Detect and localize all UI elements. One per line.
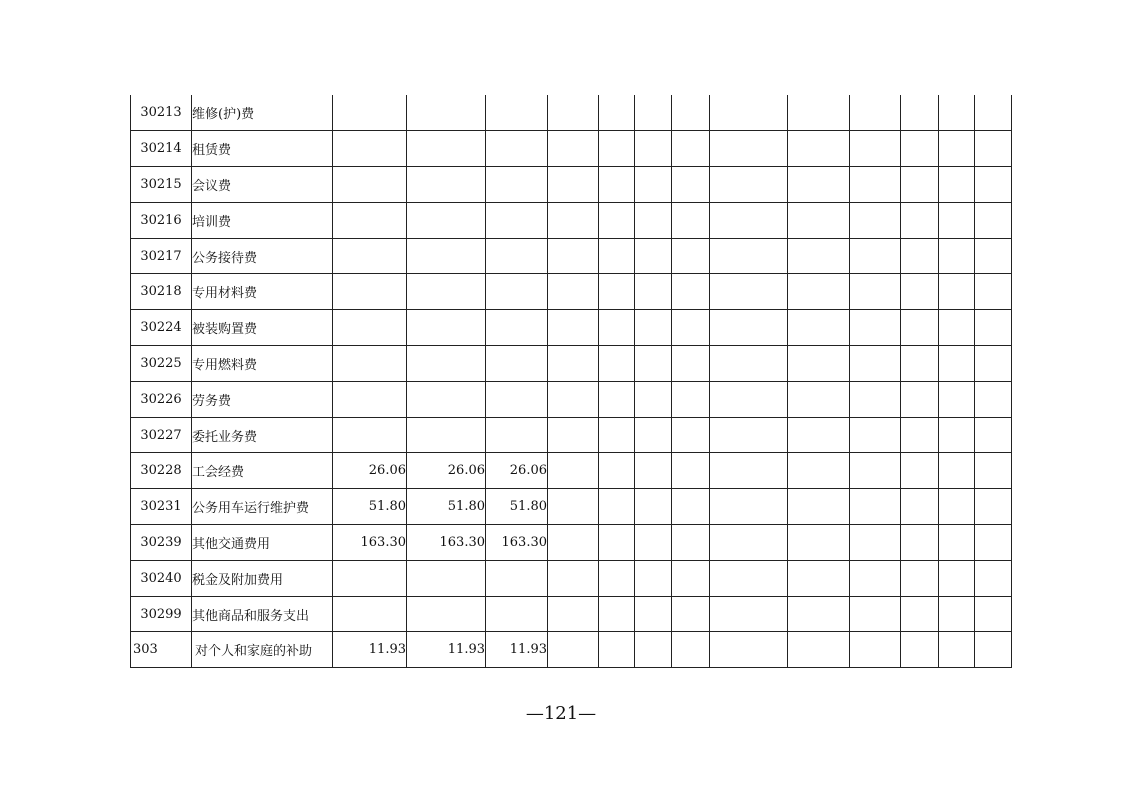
empty-cell xyxy=(635,95,672,131)
empty-cell xyxy=(548,346,599,382)
empty-cell xyxy=(850,310,901,346)
empty-cell xyxy=(599,310,635,346)
empty-cell xyxy=(939,453,975,489)
table-row xyxy=(131,131,1012,167)
empty-cell xyxy=(548,274,599,310)
empty-cell xyxy=(850,202,901,238)
empty-cell xyxy=(975,131,1012,167)
budget-table xyxy=(130,95,1012,668)
row-value-v1 xyxy=(333,381,407,417)
empty-cell xyxy=(901,238,939,274)
empty-cell xyxy=(788,310,850,346)
row-value-v2 xyxy=(407,202,486,238)
empty-cell xyxy=(548,202,599,238)
row-code: 30226 xyxy=(131,381,192,417)
empty-cell xyxy=(850,596,901,632)
empty-cell xyxy=(939,381,975,417)
empty-cell xyxy=(548,560,599,596)
row-name: 被装购置费 xyxy=(192,310,333,346)
empty-cell xyxy=(850,274,901,310)
row-name: 专用燃料费 xyxy=(192,346,333,382)
empty-cell xyxy=(975,274,1012,310)
row-value-v1 xyxy=(333,95,407,131)
empty-cell xyxy=(672,596,710,632)
empty-cell xyxy=(710,274,788,310)
empty-cell xyxy=(850,525,901,561)
empty-cell xyxy=(975,417,1012,453)
empty-cell xyxy=(599,632,635,668)
empty-cell xyxy=(548,489,599,525)
row-name: 会议费 xyxy=(192,167,333,203)
row-code: 30231 xyxy=(131,489,192,525)
row-value-v2 xyxy=(407,346,486,382)
empty-cell xyxy=(850,346,901,382)
empty-cell xyxy=(901,632,939,668)
row-value-v2 xyxy=(407,95,486,131)
row-code: 30228 xyxy=(131,453,192,489)
empty-cell xyxy=(975,310,1012,346)
empty-cell xyxy=(548,525,599,561)
empty-cell xyxy=(710,381,788,417)
empty-cell xyxy=(901,274,939,310)
empty-cell xyxy=(939,489,975,525)
row-value-v2 xyxy=(407,238,486,274)
row-code: 30217 xyxy=(131,238,192,274)
empty-cell xyxy=(710,238,788,274)
table-row xyxy=(131,95,1012,131)
empty-cell xyxy=(939,417,975,453)
empty-cell xyxy=(672,167,710,203)
row-value-v1 xyxy=(333,238,407,274)
row-value-v2 xyxy=(407,596,486,632)
empty-cell xyxy=(635,381,672,417)
row-name: 公务用车运行维护费 xyxy=(192,489,333,525)
empty-cell xyxy=(599,95,635,131)
empty-cell xyxy=(850,131,901,167)
empty-cell xyxy=(672,632,710,668)
empty-cell xyxy=(672,560,710,596)
empty-cell xyxy=(672,95,710,131)
row-name: 维修(护)费 xyxy=(192,95,333,131)
row-code: 30214 xyxy=(131,131,192,167)
empty-cell xyxy=(939,167,975,203)
empty-cell xyxy=(599,525,635,561)
row-value-v2: 11.93 xyxy=(407,632,486,668)
empty-cell xyxy=(548,167,599,203)
table-row xyxy=(131,525,1012,561)
empty-cell xyxy=(975,346,1012,382)
row-value-v1: 11.93 xyxy=(333,632,407,668)
empty-cell xyxy=(548,596,599,632)
row-value-v2 xyxy=(407,310,486,346)
table-body xyxy=(131,95,1012,668)
empty-cell xyxy=(901,310,939,346)
row-code: 30240 xyxy=(131,560,192,596)
row-value-v3: 26.06 xyxy=(486,453,548,489)
empty-cell xyxy=(788,131,850,167)
empty-cell xyxy=(548,95,599,131)
row-name: 劳务费 xyxy=(192,381,333,417)
empty-cell xyxy=(788,346,850,382)
empty-cell xyxy=(672,274,710,310)
empty-cell xyxy=(975,489,1012,525)
empty-cell xyxy=(635,274,672,310)
row-value-v1 xyxy=(333,202,407,238)
empty-cell xyxy=(788,596,850,632)
empty-cell xyxy=(548,381,599,417)
empty-cell xyxy=(901,596,939,632)
row-value-v3: 163.30 xyxy=(486,525,548,561)
empty-cell xyxy=(975,453,1012,489)
empty-cell xyxy=(901,489,939,525)
page-number: —121— xyxy=(525,703,597,724)
table-row xyxy=(131,381,1012,417)
empty-cell xyxy=(599,202,635,238)
empty-cell xyxy=(635,489,672,525)
row-value-v3 xyxy=(486,310,548,346)
row-value-v3 xyxy=(486,167,548,203)
row-value-v2 xyxy=(407,131,486,167)
empty-cell xyxy=(599,417,635,453)
row-value-v1 xyxy=(333,346,407,382)
row-value-v3 xyxy=(486,417,548,453)
empty-cell xyxy=(788,238,850,274)
row-value-v2: 26.06 xyxy=(407,453,486,489)
row-value-v1: 51.80 xyxy=(333,489,407,525)
empty-cell xyxy=(939,131,975,167)
empty-cell xyxy=(599,131,635,167)
row-name: 公务接待费 xyxy=(192,238,333,274)
empty-cell xyxy=(599,238,635,274)
empty-cell xyxy=(939,525,975,561)
empty-cell xyxy=(939,95,975,131)
empty-cell xyxy=(635,632,672,668)
empty-cell xyxy=(672,489,710,525)
row-code: 30215 xyxy=(131,167,192,203)
empty-cell xyxy=(672,453,710,489)
empty-cell xyxy=(939,238,975,274)
table-row xyxy=(131,417,1012,453)
empty-cell xyxy=(850,417,901,453)
row-value-v1 xyxy=(333,131,407,167)
row-code: 30213 xyxy=(131,95,192,131)
table-row xyxy=(131,346,1012,382)
empty-cell xyxy=(599,453,635,489)
empty-cell xyxy=(635,167,672,203)
empty-cell xyxy=(635,310,672,346)
row-value-v1: 26.06 xyxy=(333,453,407,489)
empty-cell xyxy=(710,453,788,489)
empty-cell xyxy=(710,202,788,238)
row-name: 对个人和家庭的补助 xyxy=(192,632,333,668)
empty-cell xyxy=(548,131,599,167)
row-value-v3 xyxy=(486,596,548,632)
empty-cell xyxy=(939,596,975,632)
row-value-v3 xyxy=(486,381,548,417)
empty-cell xyxy=(788,95,850,131)
empty-cell xyxy=(635,238,672,274)
row-name: 租赁费 xyxy=(192,131,333,167)
row-name: 培训费 xyxy=(192,202,333,238)
row-code: 30299 xyxy=(131,596,192,632)
empty-cell xyxy=(599,381,635,417)
empty-cell xyxy=(788,632,850,668)
empty-cell xyxy=(850,95,901,131)
empty-cell xyxy=(850,453,901,489)
empty-cell xyxy=(710,310,788,346)
row-value-v3 xyxy=(486,560,548,596)
table-row xyxy=(131,596,1012,632)
row-value-v2: 51.80 xyxy=(407,489,486,525)
empty-cell xyxy=(939,202,975,238)
row-name: 委托业务费 xyxy=(192,417,333,453)
row-value-v3: 51.80 xyxy=(486,489,548,525)
empty-cell xyxy=(548,453,599,489)
row-value-v1 xyxy=(333,417,407,453)
empty-cell xyxy=(939,310,975,346)
empty-cell xyxy=(599,167,635,203)
empty-cell xyxy=(901,131,939,167)
row-value-v2 xyxy=(407,417,486,453)
row-value-v2 xyxy=(407,381,486,417)
empty-cell xyxy=(975,525,1012,561)
empty-cell xyxy=(901,95,939,131)
row-value-v1: 163.30 xyxy=(333,525,407,561)
empty-cell xyxy=(710,632,788,668)
table-row xyxy=(131,167,1012,203)
table-row xyxy=(131,274,1012,310)
table-row xyxy=(131,238,1012,274)
empty-cell xyxy=(710,489,788,525)
empty-cell xyxy=(710,95,788,131)
empty-cell xyxy=(975,202,1012,238)
empty-cell xyxy=(901,167,939,203)
empty-cell xyxy=(850,489,901,525)
empty-cell xyxy=(975,238,1012,274)
empty-cell xyxy=(975,167,1012,203)
row-value-v3 xyxy=(486,202,548,238)
row-value-v3 xyxy=(486,238,548,274)
row-value-v1 xyxy=(333,596,407,632)
empty-cell xyxy=(710,417,788,453)
row-code: 30218 xyxy=(131,274,192,310)
empty-cell xyxy=(788,167,850,203)
empty-cell xyxy=(901,417,939,453)
table-row xyxy=(131,310,1012,346)
empty-cell xyxy=(635,417,672,453)
empty-cell xyxy=(788,525,850,561)
empty-cell xyxy=(850,238,901,274)
empty-cell xyxy=(788,381,850,417)
empty-cell xyxy=(672,202,710,238)
row-value-v1 xyxy=(333,274,407,310)
row-value-v1 xyxy=(333,560,407,596)
row-code: 30216 xyxy=(131,202,192,238)
empty-cell xyxy=(788,453,850,489)
empty-cell xyxy=(975,381,1012,417)
row-name: 其他交通费用 xyxy=(192,525,333,561)
row-value-v2: 163.30 xyxy=(407,525,486,561)
empty-cell xyxy=(901,453,939,489)
empty-cell xyxy=(548,310,599,346)
empty-cell xyxy=(635,346,672,382)
row-name: 税金及附加费用 xyxy=(192,560,333,596)
row-name: 其他商品和服务支出 xyxy=(192,596,333,632)
empty-cell xyxy=(850,560,901,596)
empty-cell xyxy=(975,560,1012,596)
empty-cell xyxy=(788,274,850,310)
empty-cell xyxy=(710,525,788,561)
row-name: 工会经费 xyxy=(192,453,333,489)
empty-cell xyxy=(672,131,710,167)
empty-cell xyxy=(901,381,939,417)
empty-cell xyxy=(975,632,1012,668)
empty-cell xyxy=(788,560,850,596)
empty-cell xyxy=(599,596,635,632)
row-code: 30225 xyxy=(131,346,192,382)
empty-cell xyxy=(939,632,975,668)
empty-cell xyxy=(710,131,788,167)
row-value-v3 xyxy=(486,131,548,167)
empty-cell xyxy=(710,167,788,203)
empty-cell xyxy=(635,202,672,238)
empty-cell xyxy=(635,525,672,561)
empty-cell xyxy=(975,95,1012,131)
empty-cell xyxy=(635,453,672,489)
empty-cell xyxy=(599,489,635,525)
empty-cell xyxy=(901,202,939,238)
empty-cell xyxy=(710,346,788,382)
empty-cell xyxy=(672,310,710,346)
row-value-v1 xyxy=(333,167,407,203)
empty-cell xyxy=(672,417,710,453)
row-value-v3 xyxy=(486,95,548,131)
empty-cell xyxy=(788,417,850,453)
row-value-v2 xyxy=(407,560,486,596)
empty-cell xyxy=(548,632,599,668)
row-code: 30239 xyxy=(131,525,192,561)
empty-cell xyxy=(635,560,672,596)
empty-cell xyxy=(635,596,672,632)
empty-cell xyxy=(672,381,710,417)
empty-cell xyxy=(635,131,672,167)
empty-cell xyxy=(788,202,850,238)
empty-cell xyxy=(939,560,975,596)
empty-cell xyxy=(672,346,710,382)
empty-cell xyxy=(850,632,901,668)
row-value-v3 xyxy=(486,274,548,310)
empty-cell xyxy=(672,238,710,274)
row-value-v3: 11.93 xyxy=(486,632,548,668)
empty-cell xyxy=(599,346,635,382)
row-name: 专用材料费 xyxy=(192,274,333,310)
empty-cell xyxy=(850,381,901,417)
empty-cell xyxy=(939,346,975,382)
empty-cell xyxy=(599,274,635,310)
empty-cell xyxy=(599,560,635,596)
row-value-v1 xyxy=(333,310,407,346)
empty-cell xyxy=(939,274,975,310)
row-code: 30227 xyxy=(131,417,192,453)
empty-cell xyxy=(850,167,901,203)
row-value-v2 xyxy=(407,167,486,203)
row-value-v2 xyxy=(407,274,486,310)
row-value-v3 xyxy=(486,346,548,382)
row-code: 30224 xyxy=(131,310,192,346)
table-row xyxy=(131,453,1012,489)
table-row xyxy=(131,560,1012,596)
table-row xyxy=(131,632,1012,668)
empty-cell xyxy=(788,489,850,525)
empty-cell xyxy=(548,417,599,453)
empty-cell xyxy=(548,238,599,274)
empty-cell xyxy=(710,560,788,596)
empty-cell xyxy=(710,596,788,632)
empty-cell xyxy=(901,525,939,561)
empty-cell xyxy=(975,596,1012,632)
table-row xyxy=(131,489,1012,525)
empty-cell xyxy=(901,346,939,382)
row-code: 303 xyxy=(131,632,192,668)
table-row xyxy=(131,202,1012,238)
empty-cell xyxy=(901,560,939,596)
empty-cell xyxy=(672,525,710,561)
